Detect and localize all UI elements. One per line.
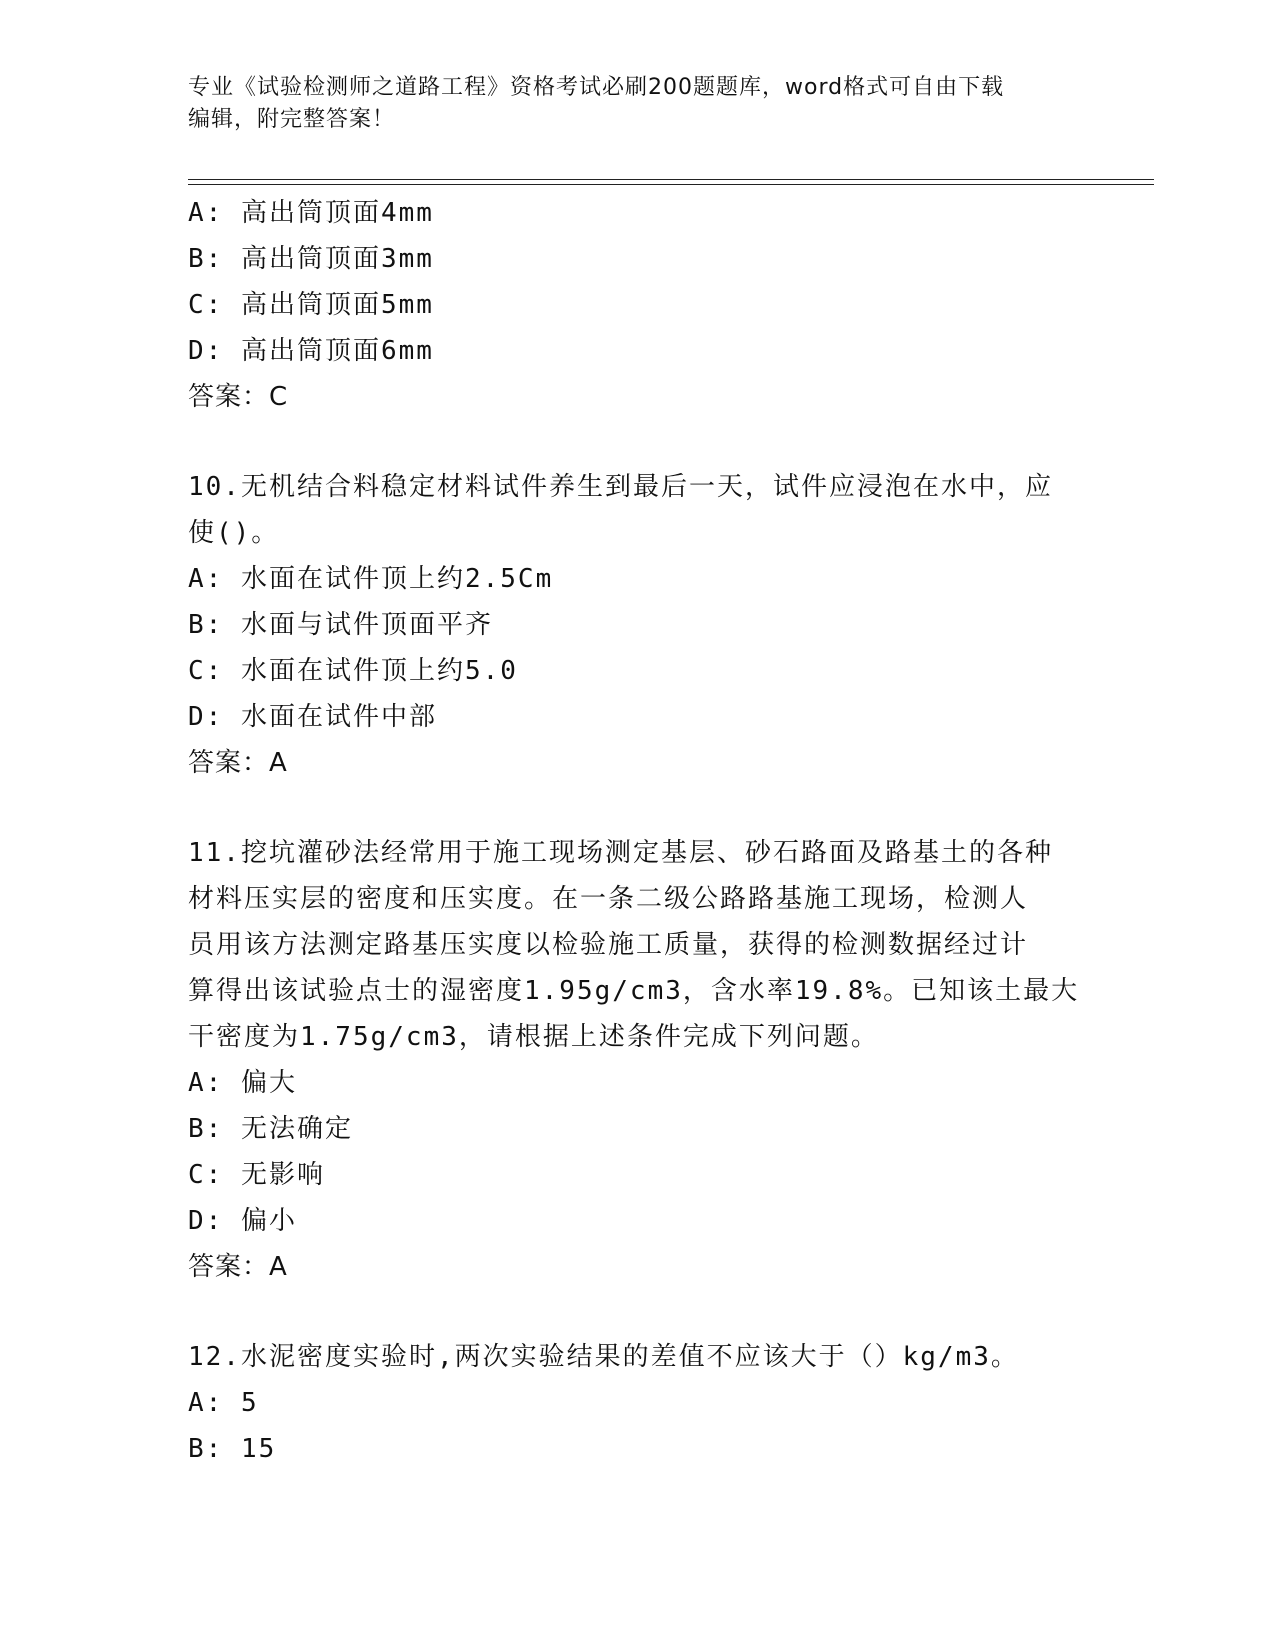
spacer [188, 786, 1088, 830]
question-text-line: 干密度为1.75g/cm3，请根据上述条件完成下列问题。 [188, 1022, 879, 1052]
spacer [188, 1290, 1088, 1334]
option-a: A: 高出筒顶面4mm [188, 198, 434, 228]
question-10 [188, 464, 1088, 786]
answer: 答案：C [188, 382, 289, 412]
question-text-line: 材料压实层的密度和压实度。在一条二级公路路基施工现场，检测人 [188, 884, 1029, 914]
option-a: A: 偏大 [188, 1068, 297, 1098]
option-b: B: 水面与试件顶面平齐 [188, 610, 493, 640]
option-d: D: 高出筒顶面6mm [188, 336, 434, 366]
header-divider-top [188, 179, 1154, 180]
question-9 [188, 190, 1088, 420]
spacer [188, 420, 1088, 464]
question-11 [188, 830, 1088, 1290]
option-a: A: 水面在试件顶上约2.5Cm [188, 564, 554, 594]
option-c: C: 高出筒顶面5mm [188, 290, 434, 320]
answer: 答案：A [188, 1252, 288, 1282]
option-b: B: 15 [188, 1434, 277, 1464]
question-text-line: 10.无机结合料稳定材料试件养生到最后一天，试件应浸泡在水中，应 [188, 472, 1053, 502]
option-b: B: 无法确定 [188, 1114, 353, 1144]
option-d: D: 偏小 [188, 1206, 297, 1236]
document-header [188, 72, 1088, 136]
option-c: C: 水面在试件顶上约5.0 [188, 656, 518, 686]
question-12 [188, 1334, 1088, 1472]
option-b: B: 高出筒顶面3mm [188, 244, 434, 274]
header-line-1: 专业《试验检测师之道路工程》资格考试必刷200题题库，word格式可自由下载 [188, 75, 1005, 100]
option-d: D: 水面在试件中部 [188, 702, 437, 732]
header-divider-bottom [188, 184, 1154, 185]
option-c: C: 无影响 [188, 1160, 325, 1190]
question-text-line: 12.水泥密度实验时,两次实验结果的差值不应该大于（）kg/m3。 [188, 1342, 1019, 1372]
header-line-2: 编辑，附完整答案！ [188, 107, 396, 132]
answer: 答案：A [188, 748, 288, 778]
question-text-line: 算得出该试验点士的湿密度1.95g/cm3，含水率19.8%。已知该土最大 [188, 976, 1080, 1006]
option-a: A: 5 [188, 1388, 259, 1418]
question-text-line: 使()。 [188, 518, 280, 548]
question-text-line: 员用该方法测定路基压实度以检验施工质量，获得的检测数据经过计 [188, 930, 1029, 960]
question-list [188, 190, 1088, 1472]
question-text-line: 11.挖坑灌砂法经常用于施工现场测定基层、砂石路面及路基土的各种 [188, 838, 1053, 868]
